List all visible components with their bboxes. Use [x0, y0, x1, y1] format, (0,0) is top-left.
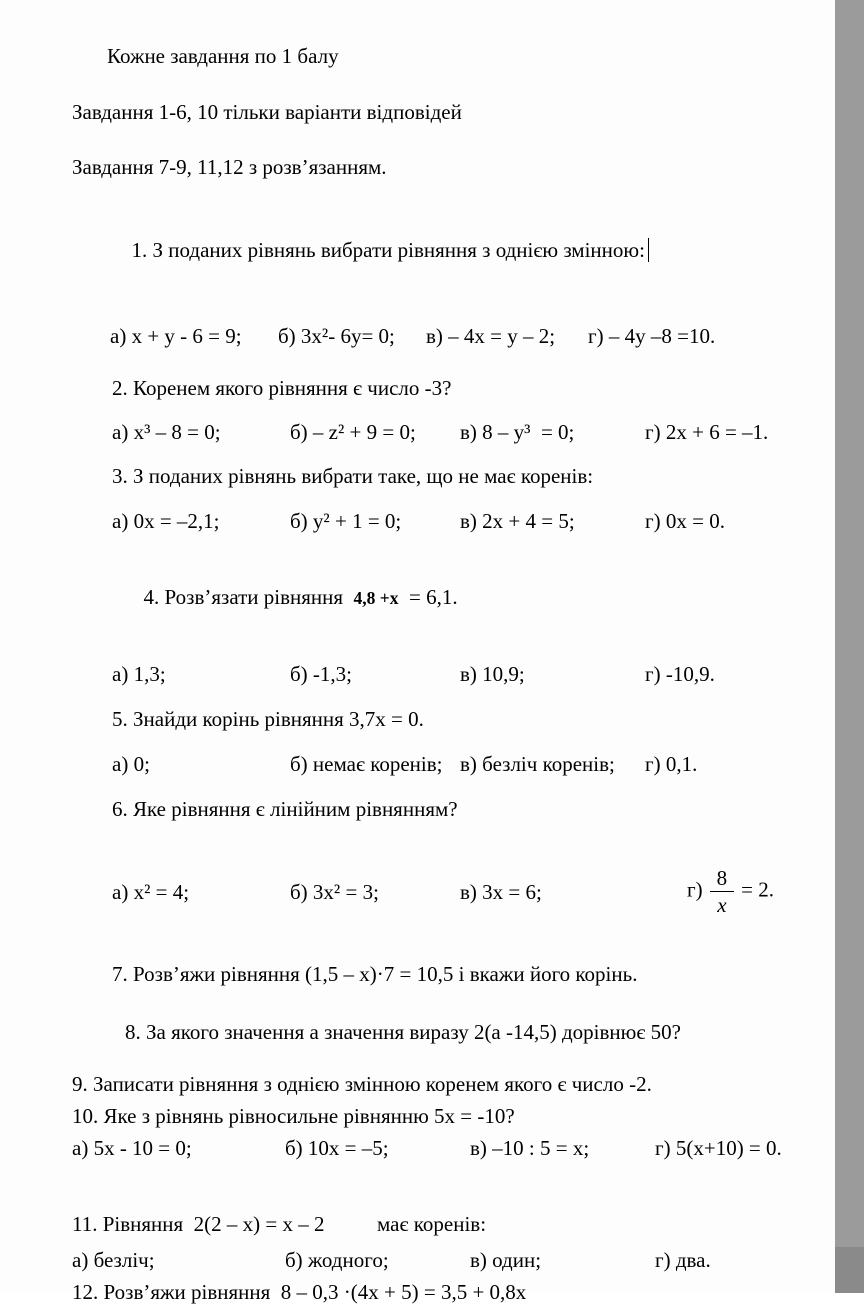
page-edge-strip — [835, 0, 864, 1293]
question-4-option-a: а) 1,3; — [112, 662, 166, 686]
fraction-denominator: x — [717, 893, 727, 917]
question-4-text-before: 4. Розв’язати рівняння — [143, 585, 354, 609]
question-4-option-g: г) -10,9. — [645, 662, 715, 686]
question-11-option-a: а) безліч; — [72, 1248, 155, 1272]
question-6-option-a: а) x² = 4; — [112, 879, 190, 904]
question-4-options — [112, 660, 800, 688]
question-11-option-b: б) жодного; — [285, 1248, 389, 1272]
question-6-text: 6. Яке рівняння є лінійним рівнянням? — [112, 797, 458, 821]
question-2-option-b: б) – z² + 9 = 0; — [290, 420, 416, 444]
question-11-option-g: г) два. — [655, 1248, 711, 1272]
question-3-option-b: б) y² + 1 = 0; — [290, 509, 402, 533]
question-1-text-label: 1. З поданих рівнянь вибрати рівняння з однією змінною: — [131, 238, 645, 262]
question-4-equation: 4,8 +x — [353, 588, 399, 608]
question-1-option-b: б) 3x²- 6y= 0; — [278, 324, 395, 348]
question-3-option-g: г) 0x = 0. — [645, 509, 725, 533]
question-7-text: 7. Розв’яжи рівняння (1,5 – x)·7 = 10,5 і вкажи його корінь. — [112, 962, 638, 986]
question-1-option-v: в) – 4x = y – 2; — [426, 324, 556, 348]
question-6-options — [112, 837, 800, 946]
question-3-text: 3. З поданих рівнянь вибрати таке, що не має коренів: — [112, 464, 594, 488]
question-10-option-a: а) 5x - 10 = 0; — [72, 1136, 192, 1160]
question-5-option-a: а) 0; — [112, 752, 150, 776]
question-1-option-a: а) x + y - 6 = 9; — [110, 324, 242, 348]
question-4-text — [112, 555, 800, 640]
question-1-option-g: г) – 4y –8 =10. — [588, 324, 716, 348]
page-edge-strip-bottom — [835, 1247, 864, 1293]
question-5-option-b: б) немає коренів; — [290, 752, 443, 776]
question-6-option-v: в) 3x = 6; — [460, 879, 542, 904]
question-10-text: 10. Яке з рівнянь рівносильне рівнянню 5х = -10? — [72, 1104, 515, 1128]
intro-line-points: Кожне завдання по 1 балу — [107, 44, 339, 68]
fraction — [710, 865, 735, 918]
question-11-option-v: в) один; — [470, 1248, 542, 1272]
question-2-option-a: а) x³ – 8 = 0; — [112, 420, 221, 444]
intro-line-solution-tasks: Завдання 7-9, 11,12 з розв’язанням. — [72, 155, 387, 179]
question-11-text: 11. Рівняння 2(2 – x) = x – 2 має коренів: — [72, 1212, 487, 1236]
question-2-option-g: г) 2x + 6 = –1. — [645, 420, 769, 444]
question-10-options — [72, 1134, 800, 1162]
question-10-option-v: в) –10 : 5 = x; — [470, 1136, 590, 1160]
question-3-option-v: в) 2x + 4 = 5; — [460, 509, 575, 533]
question-6-option-g — [645, 837, 800, 946]
intro-line-choice-tasks: Завдання 1-6, 10 тільки варіанти відповідей — [72, 100, 462, 124]
question-1-text — [100, 208, 800, 292]
question-10-option-b: б) 10x = –5; — [285, 1136, 389, 1160]
question-8-text: 8. За якого значення а значення виразу 2(а -14,5) дорівнює 50? — [125, 1020, 681, 1044]
question-3-option-a: а) 0x = –2,1; — [112, 509, 220, 533]
question-12-text: 12. Розв’яжи рівняння 8 – 0,3 ·(4x + 5) = 3,5 + 0,8x — [72, 1280, 527, 1304]
question-3-options — [112, 507, 800, 535]
document-content — [72, 42, 800, 1310]
question-5-option-v: в) безліч коренів; — [460, 752, 615, 776]
question-11-options — [72, 1246, 800, 1274]
question-5-option-g: г) 0,1. — [645, 752, 698, 776]
question-5-options — [112, 750, 800, 778]
question-2-text: 2. Коренем якого рівняння є число -3? — [112, 376, 452, 400]
question-4-text-after: = 6,1. — [398, 585, 458, 609]
question-6-option-b: б) 3x² = 3; — [290, 879, 379, 904]
question-1-options — [110, 322, 800, 350]
question-2-option-v: в) 8 – y³ = 0; — [460, 420, 575, 444]
question-10-option-g: г) 5(x+10) = 0. — [655, 1136, 782, 1160]
question-4-option-b: б) -1,3; — [290, 662, 353, 686]
question-2-options — [112, 418, 800, 446]
option-g-suffix: = 2. — [741, 877, 774, 902]
option-g-prefix: г) — [687, 877, 703, 902]
question-5-text: 5. Знайди корінь рівняння 3,7х = 0. — [112, 707, 424, 731]
text-cursor — [648, 238, 650, 262]
fraction-numerator: 8 — [710, 865, 735, 892]
question-9-text: 9. Записати рівняння з однією змінною коренем якого є число -2. — [72, 1072, 652, 1096]
question-4-option-v: в) 10,9; — [460, 662, 525, 686]
